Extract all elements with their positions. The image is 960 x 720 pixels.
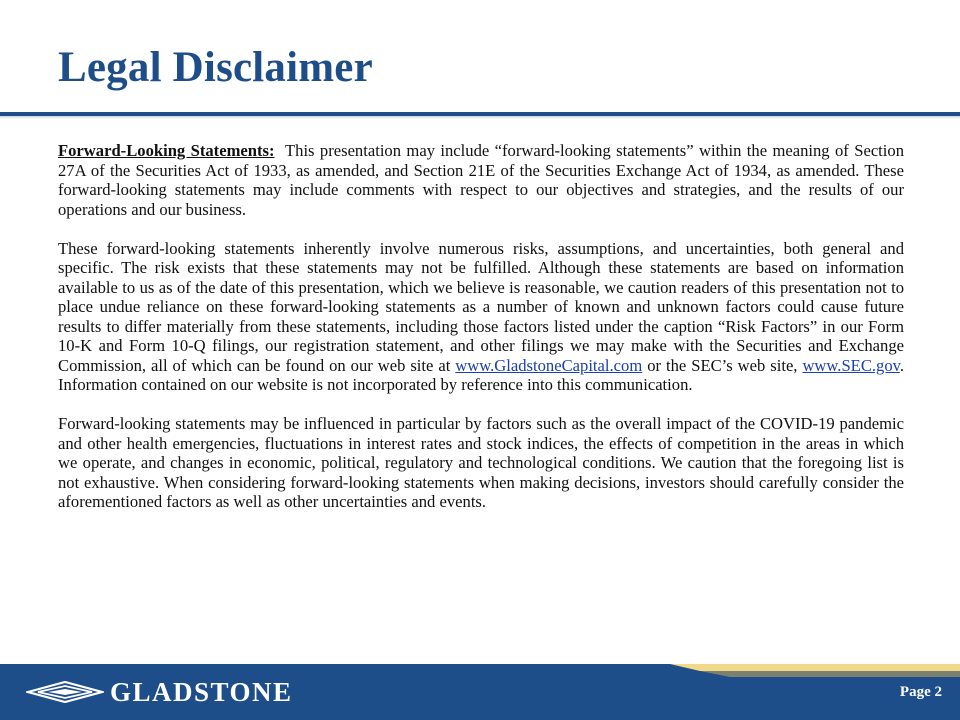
gladstone-website-link[interactable]: www.GladstoneCapital.com	[455, 355, 643, 375]
gladstone-logo-wordmark: GLADSTONE	[110, 677, 293, 707]
paragraph-risks	[58, 239, 904, 395]
page-title: Legal Disclaimer	[58, 44, 373, 91]
paragraph-forward-looking	[58, 141, 904, 219]
paragraph-2-text-c: . Information contained on our website is not incorporated by reference into this communication.	[58, 355, 905, 394]
footer-bar	[0, 664, 960, 720]
page-number: Page 2	[899, 684, 942, 700]
paragraph-1-text: This presentation may include “forward-looking statements” within the meaning of Section 27A of the Securities Act of 1933, as amended, and Section 21E of the Securities Exchange Act of 1934, as amended. These forward-looking statements may include comments with respect to our objectives and strategies, and the results of our operations and our business.	[58, 141, 904, 219]
disclaimer-body	[58, 141, 904, 531]
paragraph-3-text: Forward-looking statements may be influenced in particular by factors such as the overall impact of the COVID-19 pandemic and other health emergencies, fluctuations in interest rates and stock indices, the effects of competition in the areas in which we operate, and changes in economic, political, regulatory and technological conditions. We caution that the foregoing list is not exhaustive. When considering forward-looking statements when making decisions, investors should carefully consider the aforementioned factors as well as other uncertainties and events.	[58, 414, 904, 511]
paragraph-2-text-a: These forward-looking statements inherently involve numerous risks, assumptions, and uncertainties, both general and specific. The risk exists that these statements may not be fulfilled. Although these statements are based on information available to us as of the date of this presentation, which we believe is reasonable, we caution readers of this presentation not to place undue reliance on these forward-looking statements as a number of known and unknown factors could cause future results to differ materially from these statements, including those factors listed under the caption “Risk Factors” in our Form 10-K and Form 10-Q filings, our registration statement, and other filings we may make with the Securities and Exchange Commission, all of which can be found on our web site at	[58, 238, 904, 375]
paragraph-2-text-b: or the SEC’s web site,	[647, 355, 798, 375]
title-divider-shadow	[0, 116, 960, 119]
gladstone-diamond-logo-icon	[26, 681, 104, 703]
forward-looking-heading: Forward-Looking Statements:	[58, 141, 275, 160]
paragraph-factors	[58, 414, 904, 512]
sec-website-link[interactable]: www.SEC.gov	[802, 355, 900, 375]
